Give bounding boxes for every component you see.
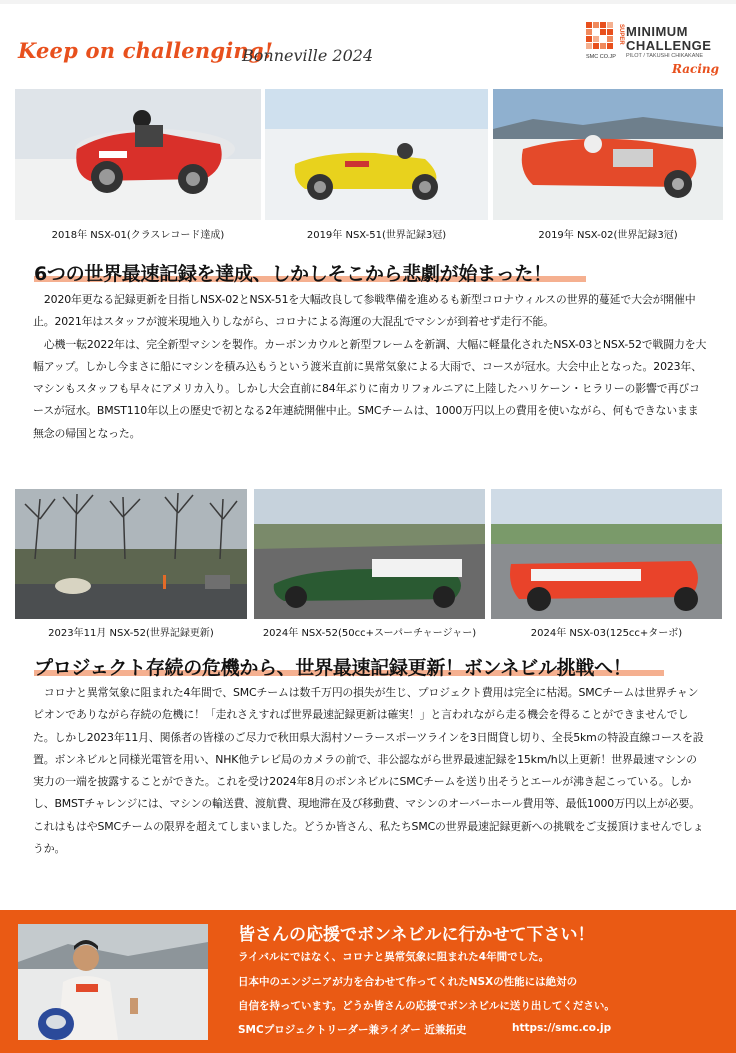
- caption-photo-2: 2019年 NSX-51(世界記録3冠): [306, 230, 447, 241]
- caption-photo-4: 2023年11月 NSX-52(世界記録更新): [48, 628, 214, 639]
- logo-pilot: PILOT / TAKUSHI CHIKAKANE: [626, 53, 704, 59]
- photo-nsx51-2019: [265, 89, 488, 220]
- section2-paragraph: コロナと異常気象に阻まれた4年間で、SMCチームは数千万円の損失が生じ、プロジェクト費用は完全に枯渇。SMCチームは世界チャンピオンでありながら存続の危機に！「走れさえすれば世界最速記録更新は確実！」と言われながら走る機会を得ることができませんでした。しかし2023年11月、関係者の皆様のご尽力で秋田県大潟村ソーラースポーツラインを3日間貸し切り、全長5kmの特設直線コースを設置。ボンネビルと同様光電管を用い、NHK他テレビ局のカメラの前で、非公認ながら世界最速記録を15km/h以上更新！世界最速マシンの実力の一端を披露することができた。これを受け2024年8月のボンネビルにSMCチームを送り出そうとエールが沸き起こっている。しかし、BMSTチャレンジには、マシンの輸送費、渡航費、現地滞在及び移動費、マシンのオーバーホール費用等、最低1000万円以上が必要。これはもはやSMCチームの限界を超えてしまいました。どうか皆さん、私たちSMCの世界最速記録更新への挑戦をご支援頂けませんでしょうか。: [33, 686, 704, 856]
- section2-headline: プロジェクト存続の危機から、世界最速記録更新！ボンネビル挑戦へ！: [34, 657, 632, 679]
- rider-portrait-photo: [18, 924, 208, 1040]
- motorcycle-photo-image: [265, 89, 488, 220]
- header-title: Keep on challenging!: [18, 38, 274, 63]
- footer-signature: SMCプロジェクトリーダー兼ライダー 近兼拓史: [238, 1024, 467, 1036]
- caption-photo-1: 2018年 NSX-01(クラスレコード達成): [51, 230, 225, 241]
- logo-smc: SMC CO.JP: [586, 54, 616, 60]
- header-subtitle: Bonneville 2024: [242, 46, 374, 65]
- footer-line-3: 自信を持っています。どうか皆さんの応援でボンネビルに送り出してください。: [238, 1000, 615, 1012]
- footer-title: 皆さんの応援でボンネビルに行かせて下さい！: [238, 925, 595, 945]
- photo-nsx03-2024: [491, 489, 722, 619]
- motorcycle-photo-image: [254, 489, 485, 619]
- logo-super-text: SUPER: [618, 24, 624, 45]
- footer-line-1: ライバルにではなく、コロナと異常気象に阻まれた4年間でした。: [238, 951, 550, 963]
- caption-photo-5: 2024年 NSX-52(50cc+スーパーチャージャー): [262, 628, 477, 639]
- footer-line-2: 日本中のエンジニアが力を合わせて作ってくれたNSXの性能には絶対の: [238, 976, 578, 988]
- section1-paragraph: 心機一転2022年は、完全新型マシンを製作。カーボンカウルと新型フレームを新調、大幅に軽量化されたNSX-03とNSX-52で戦闘力を大幅アップ。しかし今まさに船にマシンを積み込もうという渡米直前に異常気象による大雨で、コースが冠水。大会中止となった。2023年、マシンもスタッフも早々にアメリカ入り。しかし大会直前に84年ぶりに南カリフォルニアに上陸したハリケーン・ヒラリーの影響で再びコースが冠水。BMST110年以上の歴史で初となる2年連続開催中止。SMCチームは、1000万円以上の費用を使いながら、何もできないまま無念の帰国となった。: [33, 337, 707, 440]
- photo-nsx02-2019: [493, 89, 723, 220]
- section1-headline: 6つの世界最速記録を達成、しかしそこから悲劇が始まった！: [34, 263, 552, 285]
- motorcycle-photo-image: [15, 89, 261, 220]
- smc-logo: [586, 22, 726, 82]
- photo-nsx52-2023: [15, 489, 247, 619]
- section1-body: [33, 289, 707, 445]
- rider-portrait-image: [18, 924, 208, 1040]
- section1-paragraph: 2020年更なる記録更新を目指しNSX-02とNSX-51を大幅改良して参戦準備を進めるも新型コロナウィルスの世界的蔓延で大会が開催中止。2021年はスタッフが渡米現地入りしながら、コロナによる海運の大混乱でマシンが到着せず走行不能。: [33, 293, 696, 329]
- caption-photo-3: 2019年 NSX-02(世界記録3冠): [538, 230, 678, 241]
- footer-banner: [0, 910, 736, 1053]
- motorcycle-photo-image: [493, 89, 723, 220]
- logo-line2: CHALLENGE: [626, 38, 712, 53]
- photo-nsx01-2018: [15, 89, 261, 220]
- motorcycle-photo-image: [15, 489, 247, 619]
- logo-line1: MINIMUM: [626, 24, 688, 39]
- top-border: [0, 0, 736, 4]
- caption-photo-6: 2024年 NSX-03(125cc+ターボ): [530, 628, 683, 639]
- footer-url-link[interactable]: https://smc.co.jp: [512, 1022, 612, 1034]
- motorcycle-photo-image: [491, 489, 722, 619]
- logo-racing: Racing: [672, 62, 720, 76]
- section2-body: [33, 682, 707, 860]
- photo-nsx52-2024: [254, 489, 485, 619]
- logo-grid-icon: [586, 22, 614, 50]
